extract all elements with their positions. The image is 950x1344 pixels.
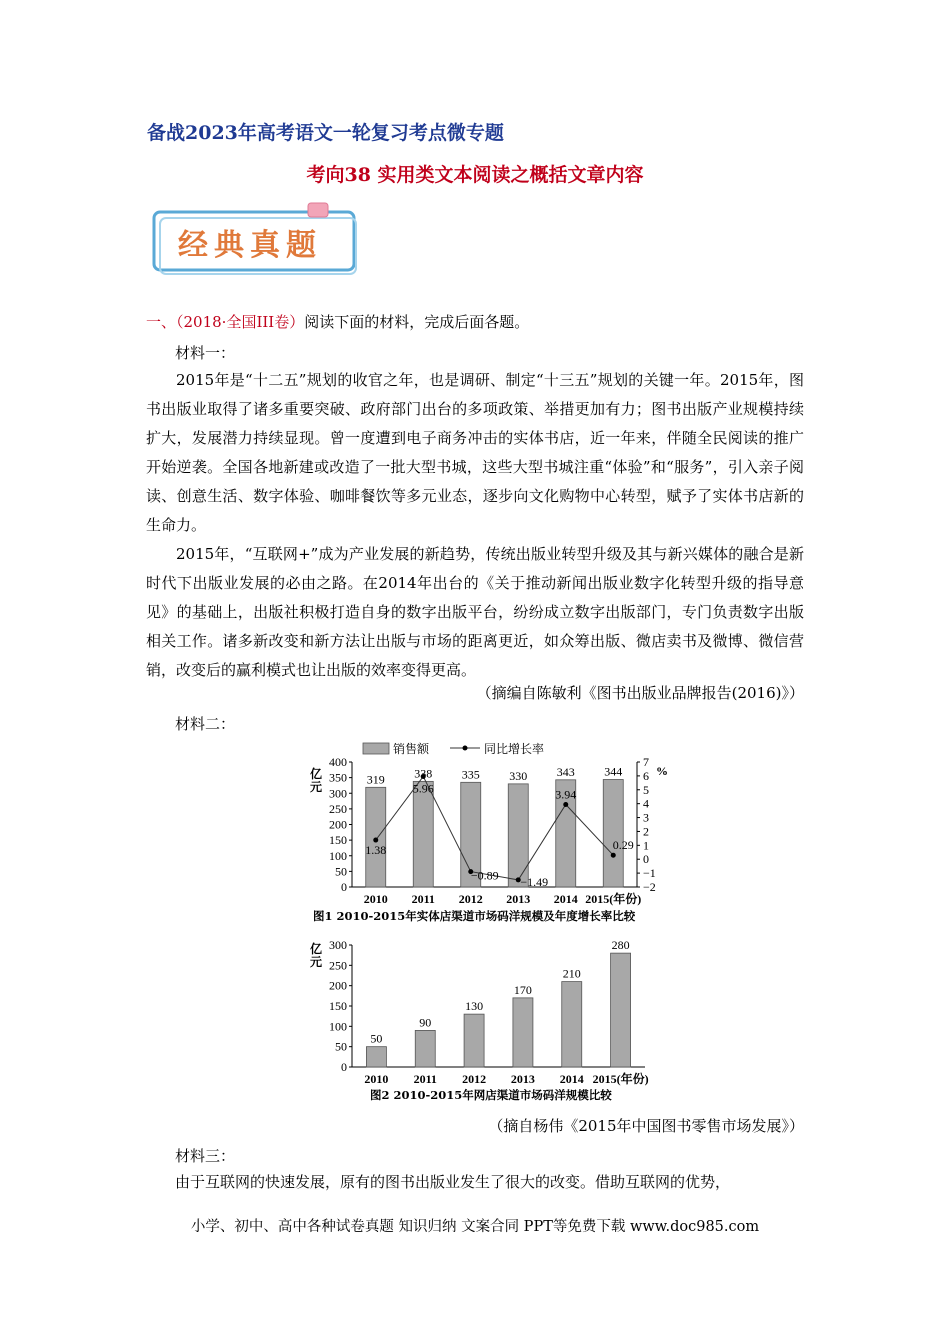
- bar-label-online-2012: 130: [465, 999, 484, 1014]
- x-tick-label: 2010: [363, 892, 388, 906]
- left-tick-label: 200: [329, 978, 347, 993]
- bar-label-retail-2011: 338: [414, 766, 433, 781]
- material1-source: （摘编自陈敏利《图书出版业品牌报告(2016)》）: [476, 684, 804, 702]
- left-tick-label: 150: [329, 833, 347, 848]
- banner-text: 经典真题: [178, 228, 322, 263]
- bar-online-2015: [611, 953, 631, 1067]
- right-tick-label: 0: [643, 852, 649, 867]
- x-tick-label: 2015(年份): [585, 892, 642, 906]
- banner: [148, 200, 363, 280]
- bar-label-retail-2015: 344: [604, 764, 623, 779]
- left-tick-label: 400: [329, 755, 347, 769]
- right-tick-label: 6: [643, 768, 649, 783]
- legend-line-label: 同比增长率: [484, 742, 545, 756]
- right-tick-label: 5: [643, 782, 649, 797]
- growth-point-2014: [563, 802, 568, 807]
- x-tick-label: 2013: [510, 1072, 535, 1086]
- header-title: 备战2023年高考语文一轮复习考点微专题: [147, 122, 504, 144]
- left-tick-label: 0: [341, 880, 347, 894]
- bar-online-2012: [464, 1014, 484, 1067]
- bar-label-retail-2012: 335: [461, 767, 480, 782]
- bar-retail-2010: [366, 787, 386, 887]
- question-text: 阅读下面的材料，完成后面各题。: [304, 313, 530, 331]
- x-tick-label: 2013: [506, 892, 531, 906]
- bar-retail-2011: [413, 781, 433, 887]
- question-source: 一、（2018·全国III卷）: [146, 313, 305, 331]
- growth-point-2010: [373, 838, 378, 843]
- bar-retail-2013: [508, 784, 528, 887]
- bar-online-2013: [513, 998, 533, 1067]
- x-tick-label: 2010: [364, 1072, 389, 1086]
- right-tick-label: 4: [643, 796, 649, 811]
- bar-online-2014: [562, 982, 582, 1067]
- left-tick-label: 150: [329, 999, 347, 1013]
- growth-label-2010: 1.38: [365, 843, 387, 858]
- left-tick-label: 100: [329, 848, 347, 863]
- x-tick-label: 2014: [559, 1072, 584, 1086]
- material1-label: 材料一：: [175, 344, 236, 362]
- legend-bar-label: 销售额: [393, 742, 430, 756]
- chart2-caption: 图2 2010-2015年网店渠道市场码洋规模比较: [370, 1088, 612, 1102]
- chart-online-store: [300, 935, 700, 1090]
- chart1-legend: [363, 741, 544, 756]
- left-tick-label: 50: [335, 1039, 347, 1054]
- left-tick-label: 300: [329, 938, 347, 952]
- bar-label-retail-2014: 343: [556, 764, 575, 779]
- bar-label-online-2010: 50: [370, 1031, 383, 1046]
- question-intro: [146, 311, 529, 332]
- legend-bar-swatch: [363, 743, 389, 754]
- chart-retail-store: [300, 735, 700, 930]
- x-tick-label: 2015(年份): [592, 1072, 649, 1086]
- left-tick-label: 250: [329, 801, 347, 816]
- bar-online-2011: [415, 1030, 435, 1067]
- material3-label: 材料三：: [175, 1147, 236, 1165]
- sub-title: 考向38 实用类文本阅读之概括文章内容: [306, 164, 644, 186]
- right-tick-label: 3: [643, 810, 649, 825]
- left-tick-label: 0: [341, 1060, 347, 1074]
- growth-point-2015: [611, 853, 616, 858]
- right-tick-label: 7: [643, 755, 649, 769]
- x-tick-label: 2011: [411, 892, 435, 906]
- right-tick-label: 2: [643, 824, 649, 839]
- left-axis-unit-2: 亿元: [310, 942, 323, 969]
- bar-label-online-2013: 170: [513, 982, 532, 997]
- chart1-caption: 图1 2010-2015年实体店渠道市场码洋规模及年度增长率比较: [313, 909, 636, 923]
- left-tick-label: 50: [335, 864, 347, 879]
- growth-line: [376, 776, 614, 879]
- material1-paragraph-2: 2015年，“互联网+”成为产业发展的新趋势，传统出版业转型升级及其与新兴媒体的融合是新时代下出版业发展的必由之路。在2014年出台的《关于推动新闻出版业数字化转型升级的指导意见》的基础上，出版社积极打造自身的数字出版平台，纷纷成立数字出版部门，专门负责数字出版相关工作。诸多新改变和新方法让出版与市场的距离更近，如众筹出版、微店卖书及微博、微信营销，改变后的赢利模式也让出版的效率变得更高。: [146, 545, 804, 679]
- bar-retail-2015: [603, 780, 623, 888]
- left-tick-label: 350: [329, 770, 347, 785]
- growth-label-2012: −0.89: [470, 868, 499, 883]
- bar-online-2010: [366, 1047, 386, 1067]
- bar-label-retail-2013: 330: [509, 768, 528, 783]
- material2-source: （摘自杨伟《2015年中国图书零售市场发展》）: [488, 1117, 804, 1135]
- growth-label-2015: 0.29: [612, 838, 634, 853]
- left-tick-label: 300: [329, 786, 347, 801]
- left-tick-label: 200: [329, 817, 347, 832]
- left-tick-label: 100: [329, 1019, 347, 1034]
- growth-label-2013: −1.49: [520, 874, 549, 889]
- growth-label-2014: 3.94: [555, 787, 577, 802]
- material2-label: 材料二：: [175, 715, 236, 733]
- right-tick-label: 1: [643, 838, 649, 853]
- footer: 小学、初中、高中各种试卷真题 知识归纳 文案合同 PPT等免费下载 www.doc985.com: [190, 1219, 760, 1235]
- left-axis-unit-1: 亿元: [310, 767, 323, 794]
- right-axis-unit: %: [656, 764, 668, 778]
- bar-label-online-2015: 280: [611, 938, 630, 953]
- bar-label-retail-2010: 319: [366, 772, 385, 787]
- x-tick-label: 2014: [553, 892, 578, 906]
- x-tick-label: 2012: [458, 892, 483, 906]
- growth-label-2011: 5.96: [412, 781, 434, 796]
- right-tick-label: −2: [643, 880, 656, 894]
- left-tick-label: 250: [329, 958, 347, 973]
- material3-paragraph-1: 由于互联网的快速发展，原有的图书出版业发生了很大的改变。借助互联网的优势，: [175, 1173, 731, 1191]
- material1-paragraph-1: 2015年是“十二五”规划的收官之年，也是调研、制定“十三五”规划的关键一年。2015年，图书出版业取得了诸多重要突破、政府部门出台的多项政策、举措更加有力；图书出版产业规模持续扩大，发展潜力持续显现。曾一度遭到电子商务冲击的实体书店，近一年来，伴随全民阅读的推广开始逆袭。全国各地新建或改造了一批大型书城，这些大型书城注重“体验”和“服务”，引入亲子阅读、创意生活、数字体验、咖啡餐饮等多元业态，逐步向文化购物中心转型，赋予了实体书店新的生命力。: [146, 371, 804, 534]
- legend-line-marker: [463, 746, 468, 751]
- bar-label-online-2014: 210: [562, 966, 581, 981]
- x-tick-label: 2011: [413, 1072, 437, 1086]
- right-tick-label: −1: [643, 866, 656, 881]
- bar-label-online-2011: 90: [419, 1015, 432, 1030]
- x-tick-label: 2012: [462, 1072, 487, 1086]
